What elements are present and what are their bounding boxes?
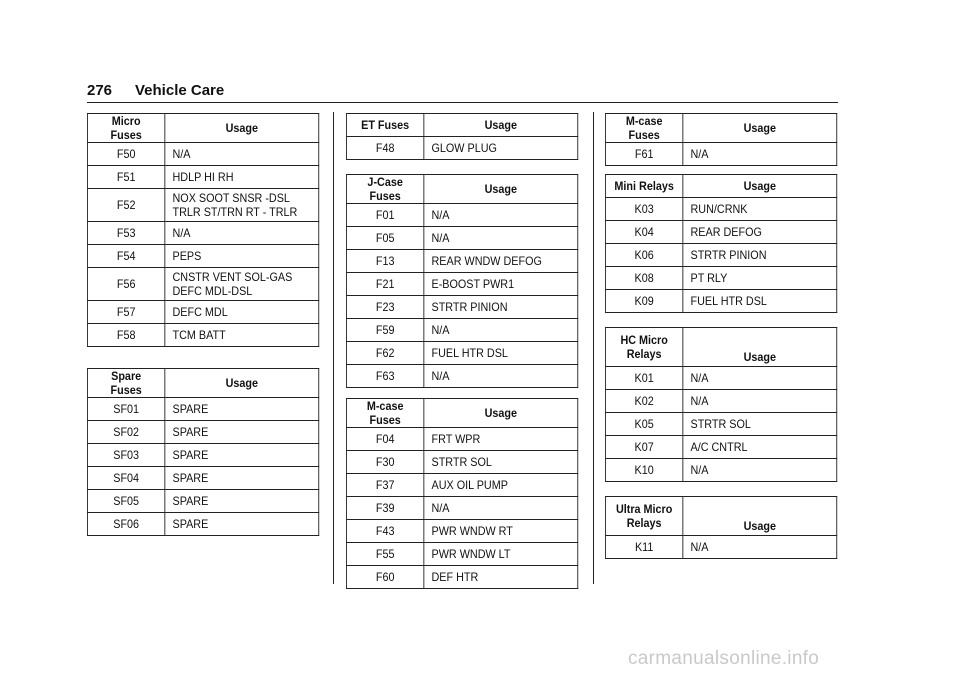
section-title: Vehicle Care: [135, 82, 225, 99]
table-row: [87, 513, 318, 536]
fuse-usage: [165, 189, 319, 222]
fuse-usage: [165, 268, 319, 301]
fuse-usage-line: NOX SOOT SNSR -DSL: [172, 191, 290, 205]
column-header-usage: Usage: [683, 497, 837, 536]
header-rule: [87, 102, 838, 103]
fuse-id: F04: [346, 428, 423, 451]
column-header-usage: Usage: [683, 328, 837, 367]
fuse-usage: PWR WNDW RT: [424, 520, 578, 543]
column-header-usage: Usage: [165, 114, 319, 143]
fuse-usage: N/A: [165, 143, 319, 166]
table-row: [605, 267, 836, 290]
page-number: 276: [87, 82, 113, 99]
hc-micro-relays-table: [605, 327, 837, 482]
table-row: [346, 365, 577, 388]
table-row: [87, 189, 318, 222]
j-case-fuses-table: [346, 174, 578, 388]
fuse-usage: N/A: [424, 204, 578, 227]
mini-relays-table: [605, 174, 837, 313]
fuse-usage: SPARE: [165, 398, 319, 421]
fuse-usage: N/A: [165, 222, 319, 245]
table-header-row: [346, 399, 577, 428]
column-header-usage: Usage: [683, 175, 837, 198]
column-header-fuse: Micro Fuses: [87, 114, 164, 143]
table-row: [605, 221, 836, 244]
fuse-id: SF04: [87, 467, 164, 490]
fuse-id: F55: [346, 543, 423, 566]
table-row: [87, 301, 318, 324]
fuse-usage: GLOW PLUG: [424, 137, 578, 160]
spare-fuses-table: [87, 368, 319, 536]
table-row: [346, 520, 577, 543]
relay-id: K03: [605, 198, 682, 221]
fuse-usage: N/A: [424, 365, 578, 388]
column-divider-1: [333, 112, 334, 584]
header-line: HC Micro: [620, 333, 668, 347]
column-header-relay: [605, 497, 682, 536]
relay-usage: N/A: [683, 536, 837, 559]
table-row: [346, 497, 577, 520]
relay-usage: STRTR PINION: [683, 244, 837, 267]
relay-usage: FUEL HTR DSL: [683, 290, 837, 313]
table-header-row: [605, 497, 836, 536]
relay-usage: RUN/CRNK: [683, 198, 837, 221]
header-line: Ultra Micro: [615, 502, 673, 516]
fuse-id: F57: [87, 301, 164, 324]
table-row: [87, 324, 318, 347]
table-header-row: [87, 369, 318, 398]
fuse-id: F63: [346, 365, 423, 388]
fuse-id: F53: [87, 222, 164, 245]
table-row: [346, 204, 577, 227]
table-row: [605, 367, 836, 390]
fuse-usage: FUEL HTR DSL: [424, 342, 578, 365]
relay-id: K08: [605, 267, 682, 290]
fuse-id: F62: [346, 342, 423, 365]
fuse-usage: STRTR PINION: [424, 296, 578, 319]
column-header-usage: Usage: [165, 369, 319, 398]
fuse-usage: SPARE: [165, 467, 319, 490]
fuse-id: F52: [87, 189, 164, 222]
fuse-id: SF01: [87, 398, 164, 421]
fuse-usage-line: TRLR ST/TRN RT - TRLR: [172, 205, 298, 219]
fuse-id: F43: [346, 520, 423, 543]
fuse-id: F13: [346, 250, 423, 273]
fuse-id: F37: [346, 474, 423, 497]
column-header-fuse: Spare Fuses: [87, 369, 164, 398]
column-header-fuse: M-case Fuses: [346, 399, 423, 428]
fuse-usage: FRT WPR: [424, 428, 578, 451]
table-row: [605, 290, 836, 313]
fuse-id: F54: [87, 245, 164, 268]
micro-fuses-table: [87, 113, 319, 347]
column-header-relay: [605, 328, 682, 367]
header-line: Relays: [626, 516, 662, 530]
table-row: [346, 451, 577, 474]
table-row: [346, 227, 577, 250]
column-header-fuse: J-Case Fuses: [346, 175, 423, 204]
table-row: [346, 273, 577, 296]
table-row: [87, 398, 318, 421]
fuse-id: F59: [346, 319, 423, 342]
header-line: Relays: [626, 347, 662, 361]
table-header-row: [87, 114, 318, 143]
table-row: [346, 319, 577, 342]
page-header: [87, 82, 837, 102]
table-row: [87, 222, 318, 245]
column-header-usage: Usage: [683, 114, 837, 143]
fuse-id: F30: [346, 451, 423, 474]
fuse-usage: DEF HTR: [424, 566, 578, 589]
column-header-fuse: M-case Fuses: [605, 114, 682, 143]
table-row: [346, 428, 577, 451]
relay-usage: PT RLY: [683, 267, 837, 290]
watermark: carmanualsonline.info: [628, 648, 820, 669]
table-header-row: [605, 328, 836, 367]
fuse-id: F58: [87, 324, 164, 347]
fuse-usage: N/A: [424, 497, 578, 520]
fuse-usage: STRTR SOL: [424, 451, 578, 474]
fuse-usage: PEPS: [165, 245, 319, 268]
fuse-usage-line: DEFC MDL-DSL: [172, 284, 253, 298]
fuse-usage: N/A: [424, 319, 578, 342]
fuse-id: F51: [87, 166, 164, 189]
relay-usage: STRTR SOL: [683, 413, 837, 436]
column-header-fuse: ET Fuses: [346, 114, 423, 137]
fuse-usage: SPARE: [165, 444, 319, 467]
table-header-row: [346, 175, 577, 204]
relay-usage: N/A: [683, 459, 837, 482]
fuse-usage: TCM BATT: [165, 324, 319, 347]
table-row: [346, 543, 577, 566]
fuse-usage: SPARE: [165, 490, 319, 513]
fuse-usage: N/A: [683, 143, 837, 166]
fuse-usage: N/A: [424, 227, 578, 250]
fuse-usage: E-BOOST PWR1: [424, 273, 578, 296]
fuse-usage: HDLP HI RH: [165, 166, 319, 189]
et-fuses-table: [346, 113, 578, 160]
column-header-usage: Usage: [424, 175, 578, 204]
fuse-id: SF03: [87, 444, 164, 467]
relay-usage: A/C CNTRL: [683, 436, 837, 459]
table-row: [87, 444, 318, 467]
fuse-id: F61: [605, 143, 682, 166]
relay-usage: N/A: [683, 390, 837, 413]
fuse-usage: PWR WNDW LT: [424, 543, 578, 566]
ultra-micro-relays-table: [605, 496, 837, 559]
column-header-relay: Mini Relays: [605, 175, 682, 198]
fuse-id: SF05: [87, 490, 164, 513]
table-row: [346, 342, 577, 365]
fuse-usage: AUX OIL PUMP: [424, 474, 578, 497]
table-row: [87, 166, 318, 189]
table-row: [87, 268, 318, 301]
relay-id: K11: [605, 536, 682, 559]
relay-usage: REAR DEFOG: [683, 221, 837, 244]
relay-id: K02: [605, 390, 682, 413]
table-row: [87, 421, 318, 444]
table-row: [605, 244, 836, 267]
relay-id: K07: [605, 436, 682, 459]
m-case-fuses-table-2: [605, 113, 837, 166]
fuse-id: F56: [87, 268, 164, 301]
table-row: [605, 198, 836, 221]
table-row: [605, 459, 836, 482]
fuse-id: SF02: [87, 421, 164, 444]
table-row: [346, 296, 577, 319]
fuse-id: F48: [346, 137, 423, 160]
fuse-usage-line: CNSTR VENT SOL-GAS: [172, 270, 293, 284]
fuse-usage: SPARE: [165, 421, 319, 444]
relay-id: K09: [605, 290, 682, 313]
fuse-id: F21: [346, 273, 423, 296]
table-row: [605, 143, 836, 166]
fuse-id: SF06: [87, 513, 164, 536]
table-row: [605, 413, 836, 436]
relay-id: K05: [605, 413, 682, 436]
fuse-id: F60: [346, 566, 423, 589]
table-row: [605, 536, 836, 559]
table-row: [346, 566, 577, 589]
relay-id: K06: [605, 244, 682, 267]
fuse-usage: REAR WNDW DEFOG: [424, 250, 578, 273]
relay-id: K10: [605, 459, 682, 482]
table-row: [346, 137, 577, 160]
table-row: [346, 474, 577, 497]
column-divider-2: [593, 112, 594, 584]
fuse-id: F50: [87, 143, 164, 166]
fuse-id: F01: [346, 204, 423, 227]
table-row: [605, 436, 836, 459]
table-row: [87, 245, 318, 268]
table-header-row: [605, 175, 836, 198]
relay-id: K04: [605, 221, 682, 244]
column-header-usage: Usage: [424, 114, 578, 137]
relay-id: K01: [605, 367, 682, 390]
table-row: [605, 390, 836, 413]
fuse-id: F05: [346, 227, 423, 250]
table-header-row: [346, 114, 577, 137]
table-row: [87, 490, 318, 513]
fuse-usage: DEFC MDL: [165, 301, 319, 324]
table-header-row: [605, 114, 836, 143]
fuse-usage: SPARE: [165, 513, 319, 536]
table-row: [87, 143, 318, 166]
fuse-id: F39: [346, 497, 423, 520]
table-row: [346, 250, 577, 273]
table-row: [87, 467, 318, 490]
m-case-fuses-table: [346, 398, 578, 589]
fuse-id: F23: [346, 296, 423, 319]
relay-usage: N/A: [683, 367, 837, 390]
column-header-usage: Usage: [424, 399, 578, 428]
